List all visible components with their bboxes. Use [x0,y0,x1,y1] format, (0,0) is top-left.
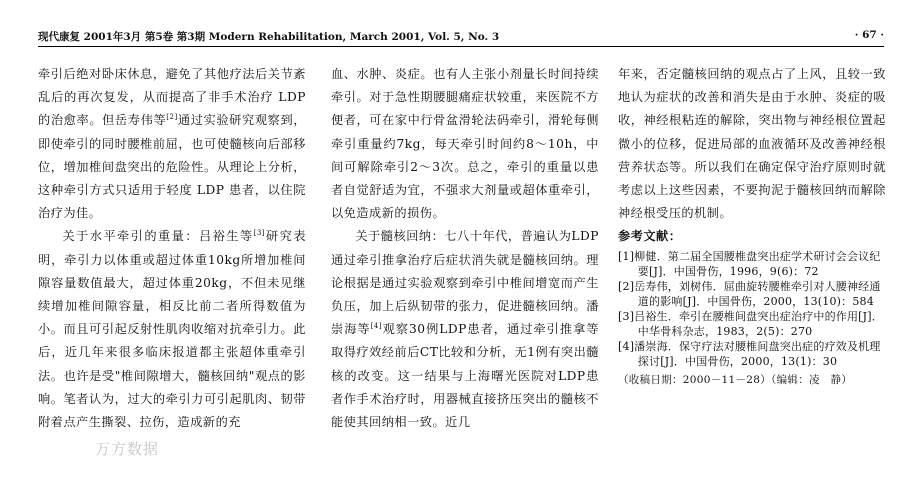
paragraph: 关于水平牵引的重量：吕裕生等[3]研究表明，牵引力以体重或超过体重10kg所增加椎间隙容量数值最大，超过体重20kg，不但未见继续增加椎间隙容量，相反比前二者所得数值为小。而且可引起反射性肌肉收缩对抗牵引力。此后，近几年来很多临床报道都主张超体重牵引法。也许是受"椎间隙增大，髓核回纳"观点的影响。笔者认为，过大的牵引力可引起肌肉、韧带附着点产生撕裂、拉伤，造成新的充 [38,229,307,430]
citation-marker[interactable]: [4] [370,322,383,331]
reference-item: [1]柳健．第二届全国腰椎盘突出症学术研讨会会议纪要[J]．中国骨伤，1996，9(6)：72 [618,249,881,278]
citation-marker[interactable]: [3] [253,229,266,238]
page-number: · 67 · [854,29,884,41]
journal-info: 现代康复 2001年3月 第5卷 第3期 Modern Rehabilitation, March 2001, Vol. 5, No. 3 [38,31,500,43]
text-column-3 [618,63,886,392]
received-date: （收稿日期：2000－11－28）（编辑：凌 静） [618,373,853,386]
paragraph: 牵引后绝对卧床休息，避免了其他疗法后关节紊乱后的再次复发，从而提高了非手术治疗 LDP 的治愈率。但岳寿伟等[2]通过实验研究观察到，即使牵引的同时腰椎前屈，也可使髓核向后部移位，增加椎间盘突出的危险性。从理论上分析，这种牵引方式只适用于轻度 LDP 患者，以住院治疗为佳。 [38,67,307,221]
watermark-text: 万方数据 [95,440,160,458]
citation-marker[interactable]: [2] [166,113,178,122]
paragraph: 年来，否定髓核回纳的观点占了上风，且较一致地认为症状的改善和消失是由于水肿、炎症的吸收，神经根粘连的解除，突出物与神经根位置起微小的位移，促进局部的血液循环及改善神经根营养状态等。所以我们在确定保守治疗原则时就考虑以上这些因素，不要拘泥于髓核回纳而解除神经根受压的机制。 [618,67,886,221]
paragraph: 关于髓核回纳：七八十年代，普遍认为LDP通过牵引推拿治疗后症状消失就是髓核回纳。理论根据是通过实验观察到牵引中椎间增宽而产生负压，加上后纵韧带的张力，促进髓核回纳。潘崇海等[4]观察30例LDP患者，通过牵引推拿等取得疗效经前后CT比较和分析，无1例有突出髓核的改变。这一结果与上海曙光医院对LDP患者作手术治疗时，用器械直接挤压突出的髓核不能使其回纳相一致。近几 [331,229,600,430]
text-column-1 [38,63,306,434]
text-column-2 [331,63,599,434]
reference-item: [3]吕裕生．牵引在腰椎间盘突出症治疗中的作用[J]．中华骨科杂志，1983，2(5)：270 [618,309,883,338]
reference-item: [2]岳寿伟，刘树伟．屈曲旋转腰椎牵引对人腰神经通道的影响[J]．中国骨伤，2000，13(10)：584 [618,279,881,308]
header-rule [38,46,884,47]
paragraph: 血、水肿、炎症。也有人主张小剂量长时间持续牵引。对于急性期腰腿痛症状较重，来医院不方便者，可在家中行骨盆滑轮法码牵引，滑轮每侧牵引重量约7kg，每天牵引时间约8～10h，中间可解除牵引2～3次。总之，牵引的重量以患者自觉舒适为宜，不强求大剂量或超体重牵引，以免造成新的损伤。 [331,67,599,221]
running-header [38,29,884,44]
references-heading: 参考文献： [618,229,682,244]
reference-item: [4]潘崇海．保守疗法对腰椎间盘突出症的疗效及机理探讨[J]．中国骨伤，2000，13(1)：30 [618,339,881,368]
